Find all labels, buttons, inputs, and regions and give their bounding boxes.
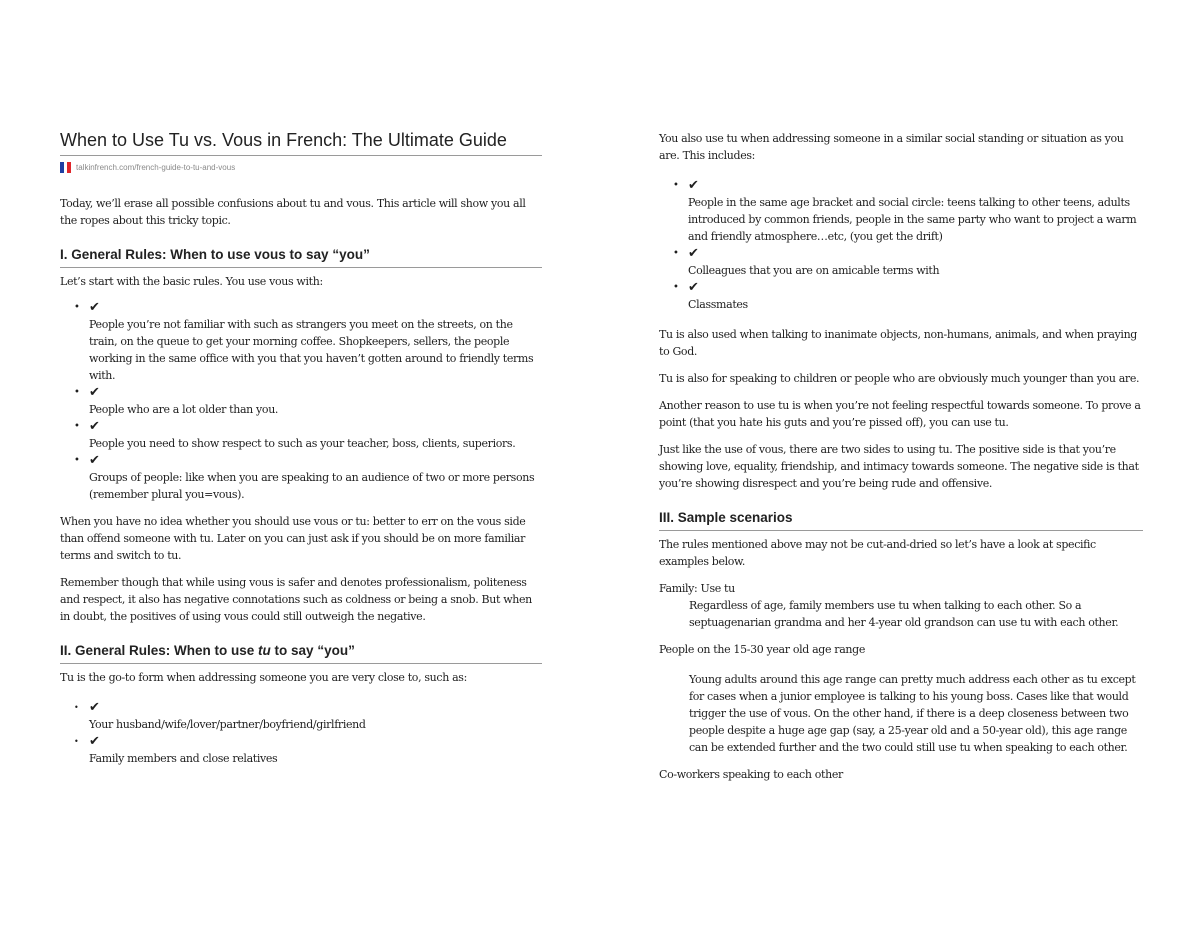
heading-part: II. General Rules: When to use: [60, 643, 259, 658]
list-item-text: People you’re not familiar with such as strangers you meet on the streets, on the train, on the queue to get your morning coffee. Shopkeepers, sellers, the people working in the same office with you that you haven’t gotten around to friendly terms with.: [89, 318, 534, 382]
checkmark-icon: ✔: [89, 419, 100, 434]
list-item: [60, 418, 542, 452]
french-flag-icon: [60, 162, 71, 173]
right-paragraph-3: Another reason to use tu is when you’re not feeling respectful towards someone. To prove a point (that you hate his guts and you’re pissed off), you can use tu.: [659, 399, 1141, 429]
tu-similar-list: [659, 177, 1143, 313]
bullet-icon: •: [74, 302, 80, 313]
checkmark-icon: ✔: [89, 700, 100, 715]
intro-paragraph: Today, we’ll erase all possible confusions about tu and vous. This article will show you all the ropes about this tricky topic.: [60, 197, 526, 227]
right-paragraph-2: Tu is also for speaking to children or people who are obviously much younger than you are.: [659, 372, 1140, 385]
age-range-label: People on the 15-30 year old age range: [659, 643, 866, 656]
checkmark-icon: ✔: [89, 453, 100, 468]
list-item: [60, 299, 542, 384]
bullet-icon: •: [74, 737, 79, 746]
checkmark-icon: ✔: [89, 300, 100, 315]
list-item-text: Colleagues that you are on amicable terms with: [688, 264, 940, 277]
tu-list: [60, 699, 542, 767]
bullet-icon: •: [74, 421, 80, 432]
section-heading-vous: I. General Rules: When to use vous to say “you”: [60, 246, 542, 268]
bullet-icon: •: [673, 282, 679, 293]
list-item: [60, 452, 542, 503]
left-column: [60, 129, 542, 767]
family-text: Regardless of age, family members use tu when talking to each other. So a septuagenarian grandma and her 4-year old grandson can use tu with each other.: [689, 599, 1119, 629]
checkmark-icon: ✔: [688, 178, 699, 193]
bullet-icon: •: [74, 455, 80, 466]
checkmark-icon: ✔: [89, 734, 100, 749]
list-item-text: People who are a lot older than you.: [89, 403, 279, 416]
list-item-text: Family members and close relatives: [89, 752, 278, 765]
list-item: [659, 279, 1143, 313]
scenarios-intro: The rules mentioned above may not be cut-and-dried so let’s have a look at specific examples below.: [659, 538, 1096, 568]
list-item-text: Your husband/wife/lover/partner/boyfriend/girlfriend: [89, 718, 366, 731]
heading-part: to say “you”: [270, 643, 355, 658]
bullet-icon: •: [74, 387, 80, 398]
list-item: [659, 177, 1143, 245]
right-column: [659, 130, 1143, 783]
section-heading-tu: [60, 642, 542, 664]
right-lead: You also use tu when addressing someone in a similar social standing or situation as you are. This includes:: [659, 132, 1124, 162]
list-item-text: Groups of people: like when you are speaking to an audience of two or more persons (remember plural you=vous).: [89, 471, 535, 501]
bullet-icon: •: [673, 180, 679, 191]
bullet-icon: •: [673, 248, 679, 259]
checkmark-icon: ✔: [89, 385, 100, 400]
bullet-icon: •: [74, 703, 79, 712]
vous-list: [60, 299, 542, 503]
list-item: [60, 733, 542, 767]
section-heading-scenarios: III. Sample scenarios: [659, 509, 1143, 531]
checkmark-icon: ✔: [688, 280, 699, 295]
article-title: When to Use Tu vs. Vous in French: The Ultimate Guide: [60, 129, 542, 156]
checkmark-icon: ✔: [688, 246, 699, 261]
section1-lead: Let’s start with the basic rules. You use vous with:: [60, 275, 323, 288]
list-item-text: Classmates: [688, 298, 748, 311]
section2-lead: Tu is the go-to form when addressing someone you are very close to, such as:: [60, 671, 467, 684]
source-line: [60, 160, 542, 174]
family-label: Family: Use tu: [659, 582, 735, 595]
age-range-text: Young adults around this age range can pretty much address each other as tu except for cases when a junior employee is talking to his young boss. Cases like that would trigger the use of vous. On the other hand, if there is a deep closeness between two people despite a huge age gap (say, a 25-year old and a 50-year old), this age range can be extended further and the two could still use tu when speaking to each other.: [689, 673, 1136, 754]
list-item-text: People in the same age bracket and social circle: teens talking to other teens, adults introduced by common friends, people in the same party who want to project a warm and friendly atmosphere…etc, (you get the drift): [688, 196, 1137, 243]
list-item-text: People you need to show respect to such as your teacher, boss, clients, superiors.: [89, 437, 516, 450]
section1-paragraph-1: When you have no idea whether you should use vous or tu: better to err on the vous side than offend someone with tu. Later on you can just ask if you should be on more familiar terms and switch to tu.: [60, 515, 526, 562]
list-item: [659, 245, 1143, 279]
right-paragraph-4: Just like the use of vous, there are two sides to using tu. The positive side is that you’re showing love, equality, friendship, and intimacy towards someone. The negative side is that you’re showing disrespect and you’re being rude and offensive.: [659, 443, 1139, 490]
right-paragraph-1: Tu is also used when talking to inanimate objects, non-humans, animals, and when praying to God.: [659, 328, 1137, 358]
list-item: [60, 699, 542, 733]
coworkers-label: Co-workers speaking to each other: [659, 768, 843, 781]
heading-emphasis: tu: [258, 643, 271, 658]
list-item: [60, 384, 542, 418]
source-url[interactable]: talkinfrench.com/french-guide-to-tu-and-vous: [76, 162, 236, 172]
section1-paragraph-2: Remember though that while using vous is safer and denotes professionalism, politeness and respect, it also has negative connotations such as coldness or being a snob. But when in doubt, the positives of using vous could still outweigh the negative.: [60, 576, 532, 623]
